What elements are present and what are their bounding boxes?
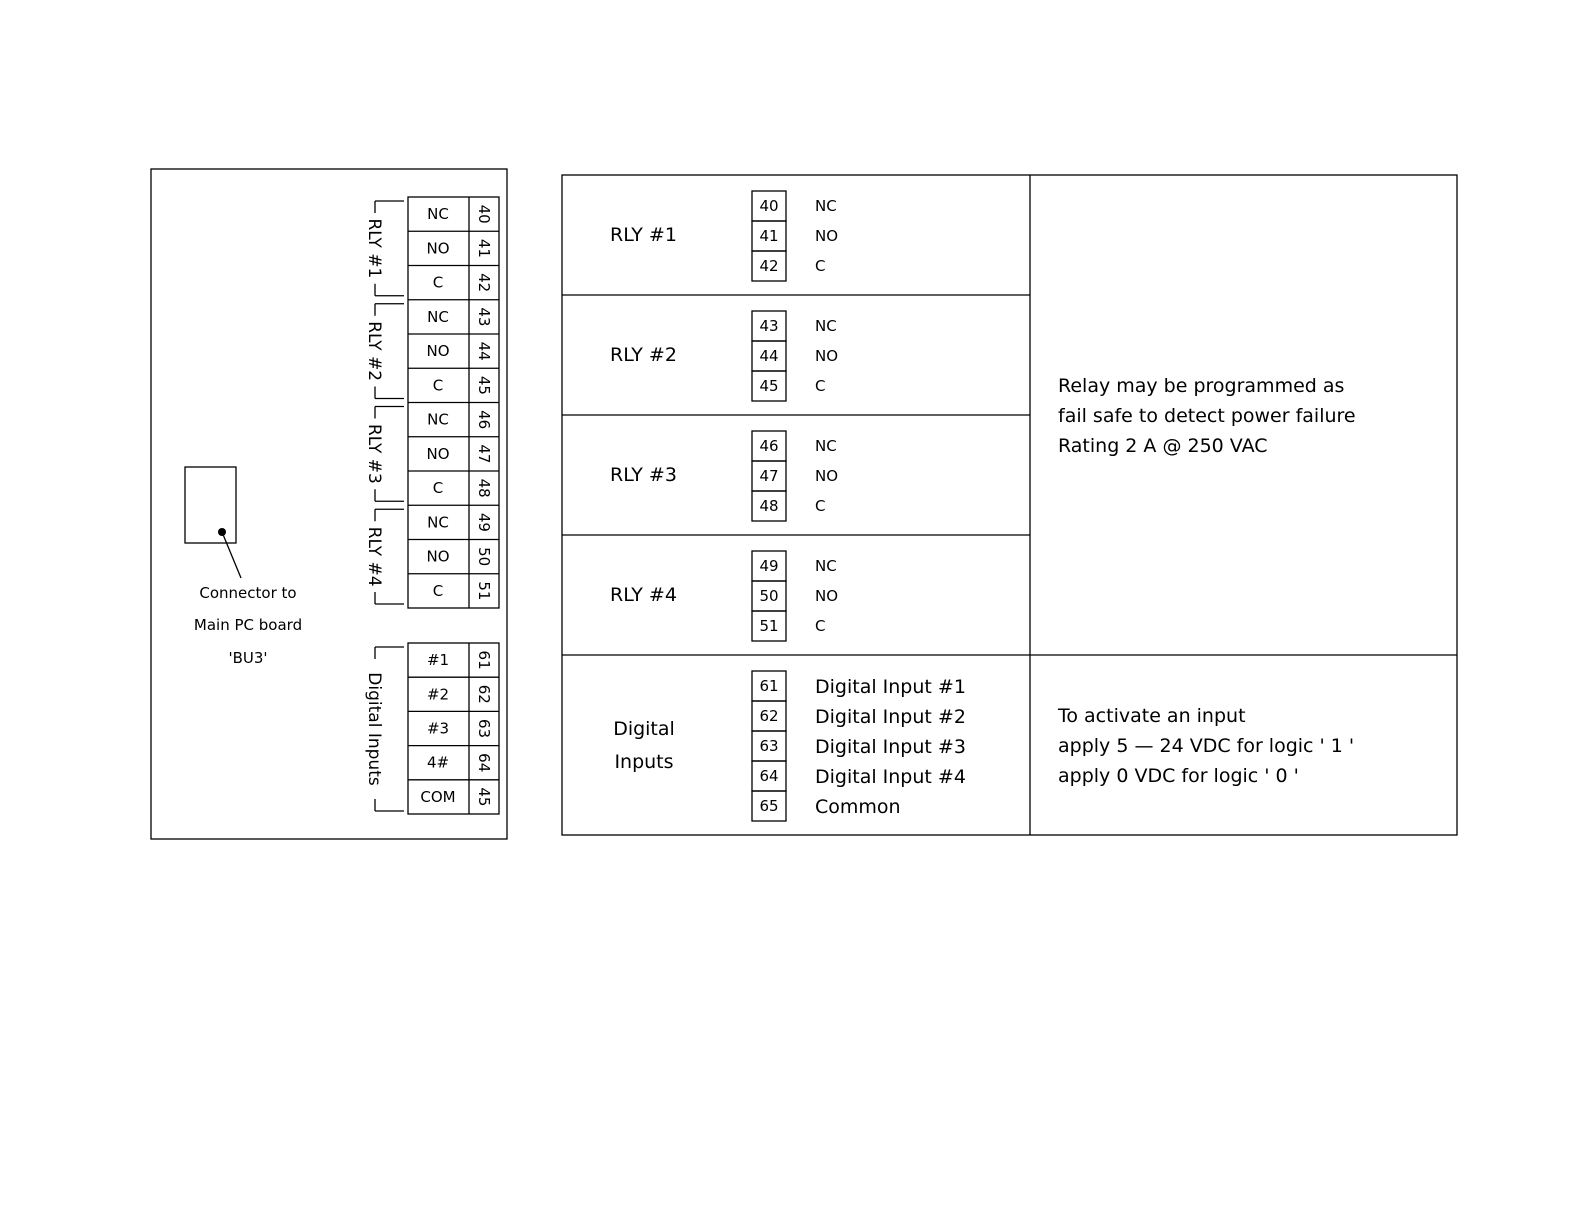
relay-note-line-3: Rating 2 A @ 250 VAC bbox=[1058, 435, 1268, 457]
input-terminal-label: #2 bbox=[426, 685, 450, 704]
pin-label: NO bbox=[815, 587, 839, 605]
pin-number: 46 bbox=[759, 437, 779, 455]
relay-terminal-strip bbox=[408, 197, 499, 608]
terminal-number: 43 bbox=[475, 307, 493, 327]
pin-number: 43 bbox=[759, 317, 779, 335]
pin-label: C bbox=[815, 617, 826, 635]
input-terminal-label: #3 bbox=[426, 719, 450, 738]
pin-label: C bbox=[815, 497, 826, 515]
digital-inputs-name-line-1: Digital bbox=[613, 718, 675, 740]
terminal-number: 50 bbox=[475, 547, 493, 567]
pinout-table bbox=[562, 175, 1457, 835]
input-group-bracket bbox=[364, 647, 404, 811]
terminal-label: C bbox=[432, 581, 444, 600]
terminal-label: NO bbox=[426, 342, 450, 361]
pin-number: 49 bbox=[759, 557, 779, 575]
pin-label: C bbox=[815, 257, 826, 275]
connector-label-line-1: Connector to bbox=[199, 584, 297, 602]
pin-label: Digital Input #2 bbox=[815, 706, 966, 728]
terminal-number: 51 bbox=[475, 581, 493, 601]
relay-name: RLY #1 bbox=[610, 224, 677, 246]
pin-number: 51 bbox=[759, 617, 779, 635]
input-terminal-number: 64 bbox=[475, 753, 493, 773]
terminal-label: C bbox=[432, 376, 444, 395]
terminal-number: 48 bbox=[475, 478, 493, 498]
pin-label: NC bbox=[815, 557, 837, 575]
input-terminal-label: #1 bbox=[426, 651, 450, 670]
pin-number: 63 bbox=[759, 737, 779, 755]
connector-label-line-2: Main PC board bbox=[193, 616, 303, 634]
pin-number: 62 bbox=[759, 707, 779, 725]
terminal-label: NO bbox=[426, 547, 450, 566]
terminal-number: 44 bbox=[475, 341, 493, 361]
terminal-label: NO bbox=[426, 239, 450, 258]
pin-number: 42 bbox=[759, 257, 779, 275]
relay-group-label: RLY #4 bbox=[364, 526, 384, 587]
relay-group-brackets bbox=[364, 201, 404, 604]
input-note-line-1: To activate an input bbox=[1058, 705, 1246, 727]
terminal-number: 45 bbox=[475, 375, 493, 395]
digital-inputs-name-line-2: Inputs bbox=[614, 751, 674, 773]
pin-number: 61 bbox=[759, 677, 779, 695]
connector-label-line-3: 'BU3' bbox=[228, 649, 268, 667]
pin-number: 45 bbox=[759, 377, 779, 395]
pin-number: 47 bbox=[759, 467, 779, 485]
input-note-line-2: apply 5 — 24 VDC for logic ' 1 ' bbox=[1058, 735, 1355, 757]
input-terminal-number: 61 bbox=[475, 650, 493, 670]
input-terminal-number: 63 bbox=[475, 718, 493, 739]
pin-label: NO bbox=[815, 467, 839, 485]
relay-group-label: RLY #2 bbox=[364, 321, 384, 382]
pin-number: 65 bbox=[759, 797, 779, 815]
relay-name: RLY #2 bbox=[610, 344, 677, 366]
pin-label: NC bbox=[815, 197, 837, 215]
input-terminal-label: 4# bbox=[426, 753, 450, 772]
input-terminal-strip bbox=[408, 643, 499, 814]
pin-label: Digital Input #4 bbox=[815, 766, 966, 788]
terminal-panel-outline bbox=[151, 169, 507, 839]
pin-label: NO bbox=[815, 227, 839, 245]
terminal-label: NC bbox=[427, 410, 449, 429]
pin-number: 41 bbox=[759, 227, 779, 245]
pin-label: Common bbox=[815, 796, 901, 818]
pin-label: Digital Input #3 bbox=[815, 736, 966, 758]
pin-label: NC bbox=[815, 437, 837, 455]
terminal-number: 46 bbox=[475, 410, 493, 430]
pin-number: 44 bbox=[759, 347, 779, 365]
digital-inputs-group-label: Digital Inputs bbox=[364, 672, 384, 786]
relay-group-label: RLY #1 bbox=[364, 218, 384, 279]
relay-note-line-1: Relay may be programmed as bbox=[1058, 375, 1345, 397]
relay-group-label: RLY #3 bbox=[364, 423, 384, 484]
terminal-label: NC bbox=[427, 513, 449, 532]
pin-number: 64 bbox=[759, 767, 779, 785]
terminal-number: 49 bbox=[475, 512, 493, 532]
terminal-label: C bbox=[432, 273, 444, 292]
pin-number: 40 bbox=[759, 197, 779, 215]
pin-number: 48 bbox=[759, 497, 779, 515]
relay-note-line-2: fail safe to detect power failure bbox=[1058, 405, 1356, 427]
pin-label: NO bbox=[815, 347, 839, 365]
bu3-connector bbox=[185, 467, 236, 543]
terminal-label: NC bbox=[427, 205, 449, 224]
pin-label: C bbox=[815, 377, 826, 395]
pin-label: NC bbox=[815, 317, 837, 335]
terminal-number: 42 bbox=[475, 273, 493, 293]
pin-label: Digital Input #1 bbox=[815, 676, 966, 698]
terminal-number: 40 bbox=[475, 204, 493, 224]
input-terminal-number: 62 bbox=[475, 684, 493, 704]
terminal-label: C bbox=[432, 479, 444, 498]
input-terminal-number: 45 bbox=[475, 787, 493, 807]
input-note-line-3: apply 0 VDC for logic ' 0 ' bbox=[1058, 765, 1299, 787]
connector-leader-line bbox=[222, 532, 241, 578]
input-terminal-label: COM bbox=[420, 787, 456, 806]
relay-name: RLY #3 bbox=[610, 464, 677, 486]
terminal-label: NO bbox=[426, 444, 450, 463]
terminal-number: 41 bbox=[475, 238, 493, 258]
terminal-number: 47 bbox=[475, 444, 493, 464]
terminal-label: NC bbox=[427, 307, 449, 326]
relay-name: RLY #4 bbox=[610, 584, 677, 606]
pin-number: 50 bbox=[759, 587, 779, 605]
